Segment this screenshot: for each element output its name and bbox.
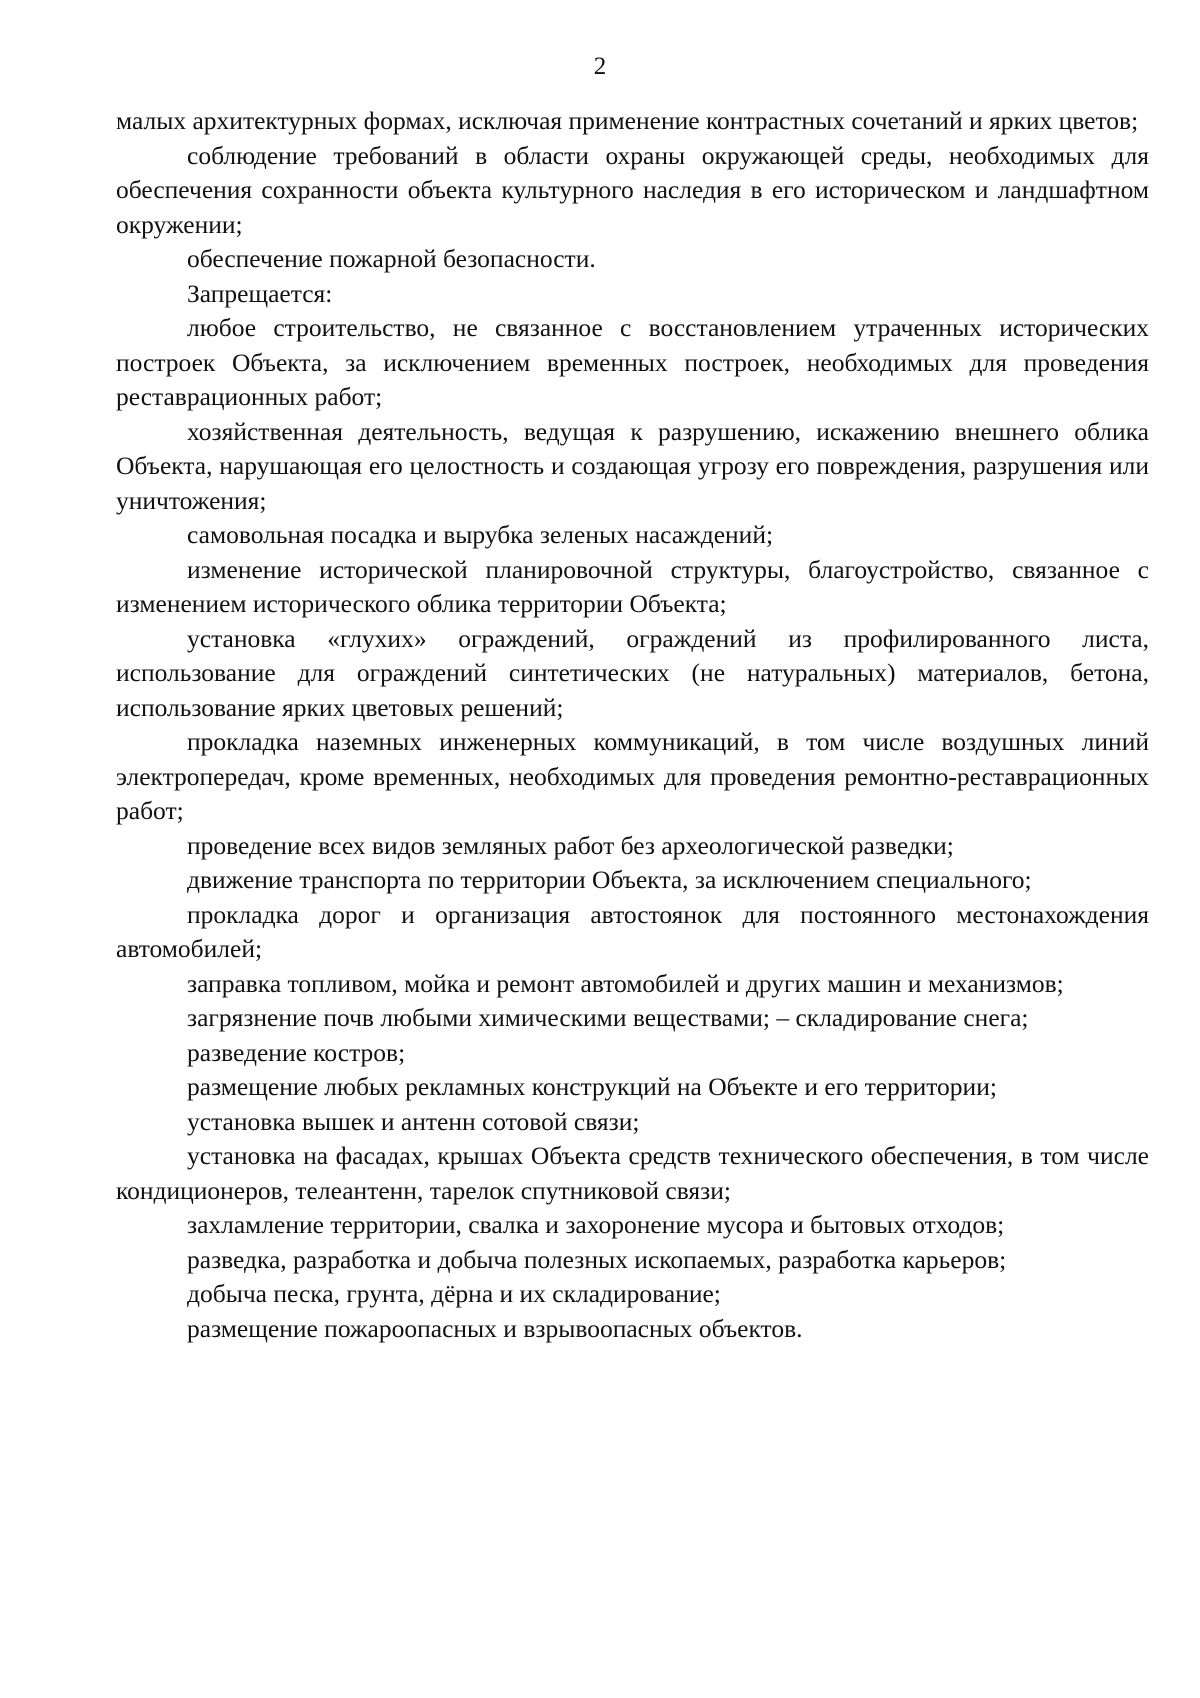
paragraph-sand-extraction: добыча песка, грунта, дёрна и их складирование; <box>187 1279 721 1308</box>
paragraph-cell-towers: установка вышек и антенн сотовой связи; <box>187 1106 640 1136</box>
paragraph-earthworks: проведение всех видов земляных работ без археологической разведки; <box>187 830 954 860</box>
paragraph-construction: любое строительство, не связанное с восстановлением утраченных исторических построек Объекта, за исключением временных построек, необходимых для проведения реставрационных работ; <box>116 313 1149 411</box>
paragraph-advertising: размещение любых рекламных конструкций на Объекте и его территории; <box>187 1072 997 1101</box>
page-number: 2 <box>593 53 607 80</box>
paragraph-prohibited-heading: Запрещается: <box>187 278 333 308</box>
paragraph-bonfires: разведение костров; <box>187 1037 406 1067</box>
paragraph-fire-safety: обеспечение пожарной безопасности. <box>187 244 596 273</box>
paragraph-facade-equipment: установка на фасадах, крышах Объекта средств технического обеспечения, в том числе кондиционеров, телеантенн, тарелок спутниковой связи; <box>116 1141 1149 1205</box>
paragraph-fences: установка «глухих» ограждений, ограждений из профилированного листа, использование для ограждений синтетических (не натуральных) материалов, бетона, использование ярких цветовых решений; <box>116 623 1149 722</box>
document-body <box>116 104 1149 1346</box>
paragraph-hazardous-objects: размещение пожароопасных и взрывоопасных объектов. <box>187 1313 803 1343</box>
paragraph-transport: движение транспорта по территории Объекта, за исключением специального; <box>187 865 1032 894</box>
paragraph-mining: разведка, разработка и добыча полезных ископаемых, разработка карьеров; <box>187 1244 1007 1274</box>
paragraph-littering: захламление территории, свалка и захоронение мусора и бытовых отходов; <box>187 1210 1005 1239</box>
paragraph-refueling: заправка топливом, мойка и ремонт автомобилей и других машин и механизмов; <box>187 968 1064 998</box>
paragraph-economic-activity: хозяйственная деятельность, ведущая к разрушению, искажению внешнего облика Объекта, нарушающая его целостность и создающая угрозу его повреждения, разрушения или уничтожения; <box>116 416 1149 515</box>
paragraph-planting: самовольная посадка и вырубка зеленых насаждений; <box>187 520 774 549</box>
paragraph-roads-parking: прокладка дорог и организация автостоянок для постоянного местонахождения автомобилей; <box>116 899 1149 963</box>
paragraph-continuation: малых архитектурных формах, исключая применение контрастных сочетаний и ярких цветов; <box>116 106 1139 135</box>
paragraph-soil-pollution: загрязнение почв любыми химическими веществами; – складирование снега; <box>187 1003 1029 1032</box>
paragraph-communications: прокладка наземных инженерных коммуникаций, в том числе воздушных линий электропередач, кроме временных, необходимых для проведения ремонтно-реставрационных работ; <box>116 727 1149 825</box>
paragraph-planning-structure: изменение исторической планировочной структуры, благоустройство, связанное с изменением исторического облика территории Объекта; <box>116 554 1149 618</box>
paragraph-environment-requirements: соблюдение требований в области охраны окружающей среды, необходимых для обеспечения сохранности объекта культурного наследия в его историческом и ландшафтном окружении; <box>116 140 1149 239</box>
